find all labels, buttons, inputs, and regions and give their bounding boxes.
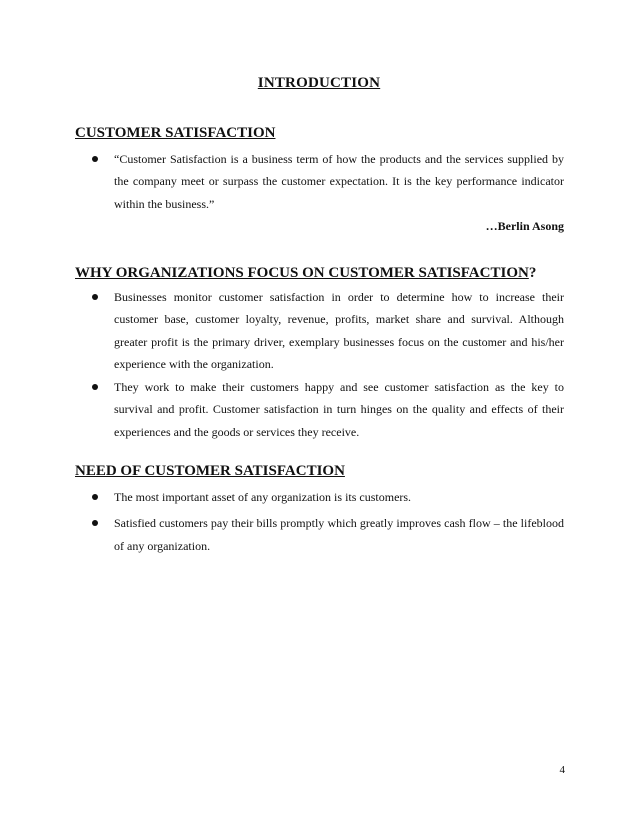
bullet-icon [92,520,98,526]
section-list-customer-satisfaction [92,148,564,216]
list-item [92,148,564,215]
page-title: INTRODUCTION [257,75,381,91]
bullet-icon [92,156,98,162]
list-item-text: The most important asset of any organization is its customers. [114,490,412,504]
list-item [92,486,564,508]
section-list-need-of-customer-satisfaction [92,486,564,558]
bullet-icon [92,384,98,390]
section-heading-suffix: ? [528,265,537,281]
bullet-icon [92,494,98,500]
section-heading-text: CUSTOMER SATISFACTION [75,125,276,141]
quote-attribution: …Berlin Asong [485,219,564,233]
section-heading-why-organizations [75,265,536,282]
list-item-text: They work to make their customers happy and see customer satisfaction as the key to survival and profit. Customer satisfaction in turn hinges on the quality and effects of their experiences and the goods or services they receive. [114,380,564,439]
section-heading-text: WHY ORGANIZATIONS FOCUS ON CUSTOMER SATISFACTION [75,265,529,281]
page-number: 4 [559,764,565,776]
section-heading-customer-satisfaction [75,125,275,142]
section-list-why-organizations [92,286,564,444]
section-heading-need-of-customer-satisfaction [75,463,345,480]
list-item [92,286,564,375]
list-item [92,512,564,557]
section-heading-text: NEED OF CUSTOMER SATISFACTION [75,463,345,479]
list-item-text: “Customer Satisfaction is a business term of how the products and the services supplied by the company meet or surpass the customer expectation. It is the key performance indicator within the business.” [114,152,564,211]
list-item-text: Businesses monitor customer satisfaction in order to determine how to increase their customer base, customer loyalty, revenue, profits, market share and survival. Although greater profit is the primary driver, exemplary businesses focus on the customer and his/her experience with the organization. [114,290,564,371]
list-item-text: Satisfied customers pay their bills promptly which greatly improves cash flow – the lifeblood of any organization. [114,516,564,553]
list-item [92,376,564,443]
bullet-icon [92,294,98,300]
